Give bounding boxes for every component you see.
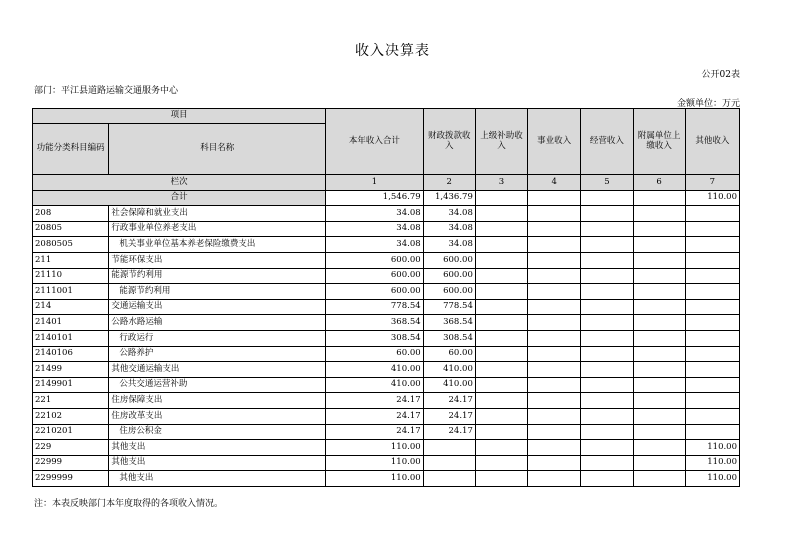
operate-amount-cell (581, 424, 633, 440)
subject-name-cell: 住房改革支出 (109, 408, 326, 424)
header-operate: 经营收入 (581, 109, 633, 175)
business-amount-cell (528, 330, 581, 346)
operate-amount-cell (581, 408, 633, 424)
subsidiary-amount-cell (633, 424, 685, 440)
subject-name-cell: 住房公积金 (109, 424, 326, 440)
operate-amount-cell (581, 455, 633, 471)
table-row (33, 424, 740, 440)
total-amount-cell: 34.08 (326, 237, 423, 253)
subject-code-cell: 2149901 (33, 377, 109, 393)
total-amount-cell: 410.00 (326, 362, 423, 378)
header-fiscal: 财政拨款收入 (423, 109, 475, 175)
operate-amount-cell (581, 377, 633, 393)
total-amount-cell: 600.00 (326, 284, 423, 300)
other-amount-cell (685, 206, 739, 222)
other-amount-cell (685, 252, 739, 268)
business-amount-cell (528, 206, 581, 222)
business-amount-cell (528, 237, 581, 253)
operate-amount-cell (581, 284, 633, 300)
header-other: 其他收入 (685, 109, 739, 175)
upper-amount-cell (475, 455, 527, 471)
other-amount-cell (685, 284, 739, 300)
total-amount-cell: 34.08 (326, 221, 423, 237)
table-row (33, 346, 740, 362)
other-amount-cell: 110.00 (685, 471, 739, 487)
subsidiary-amount-cell (633, 284, 685, 300)
column-number: 7 (685, 175, 739, 191)
subject-name-cell: 住房保障支出 (109, 393, 326, 409)
subject-code-cell: 21401 (33, 315, 109, 331)
subject-name-cell: 公路养护 (109, 346, 326, 362)
other-amount-cell (685, 346, 739, 362)
department-label: 部门：平江县道路运输交通服务中心 (34, 86, 179, 96)
total-amount-cell: 60.00 (326, 346, 423, 362)
business-amount-cell (528, 252, 581, 268)
subject-name-cell: 公路水路运输 (109, 315, 326, 331)
business-amount-cell (528, 346, 581, 362)
business-amount-cell (528, 393, 581, 409)
header-func-code: 功能分类科目编码 (33, 124, 109, 175)
upper-amount-cell (475, 471, 527, 487)
fiscal-amount-cell (423, 471, 475, 487)
operate-amount-cell (581, 346, 633, 362)
column-number: 3 (475, 175, 527, 191)
total-amount-cell: 110.00 (326, 455, 423, 471)
amount-unit: 金额单位：万元 (676, 99, 740, 109)
upper-amount-cell (475, 221, 527, 237)
other-amount-cell (685, 393, 739, 409)
operate-amount-cell (581, 362, 633, 378)
table-row (33, 408, 740, 424)
upper-amount-cell (475, 315, 527, 331)
subject-name-cell: 机关事业单位基本养老保险缴费支出 (109, 237, 326, 253)
column-number: 4 (528, 175, 581, 191)
fiscal-amount-cell: 410.00 (423, 362, 475, 378)
subject-code-cell: 229 (33, 440, 109, 456)
fiscal-amount-cell: 410.00 (423, 377, 475, 393)
subject-code-cell: 221 (33, 393, 109, 409)
subsidiary-amount-cell (633, 299, 685, 315)
column-number-label: 栏次 (33, 175, 326, 191)
other-amount-cell (685, 362, 739, 378)
upper-amount-cell (475, 440, 527, 456)
fiscal-amount-cell (423, 440, 475, 456)
subject-name-cell: 其他支出 (109, 455, 326, 471)
total-cell: 110.00 (685, 190, 739, 206)
table-row (33, 206, 740, 222)
total-cell: 1,436.79 (423, 190, 475, 206)
fiscal-amount-cell: 308.54 (423, 330, 475, 346)
subsidiary-amount-cell (633, 440, 685, 456)
header-total: 本年收入合计 (326, 109, 423, 175)
upper-amount-cell (475, 284, 527, 300)
operate-amount-cell (581, 221, 633, 237)
subject-code-cell: 208 (33, 206, 109, 222)
upper-amount-cell (475, 362, 527, 378)
other-amount-cell (685, 330, 739, 346)
header-upper: 上级补助收入 (475, 109, 527, 175)
operate-amount-cell (581, 471, 633, 487)
total-cell (475, 190, 527, 206)
business-amount-cell (528, 424, 581, 440)
business-amount-cell (528, 408, 581, 424)
business-amount-cell (528, 362, 581, 378)
total-amount-cell: 368.54 (326, 315, 423, 331)
table-row (33, 362, 740, 378)
footnote: 注：本表反映部门本年度取得的各项收入情况。 (34, 499, 224, 509)
subject-code-cell: 2111001 (33, 284, 109, 300)
fiscal-amount-cell: 34.08 (423, 206, 475, 222)
operate-amount-cell (581, 252, 633, 268)
header-subject-name: 科目名称 (109, 124, 326, 175)
subject-code-cell: 2140101 (33, 330, 109, 346)
total-amount-cell: 600.00 (326, 252, 423, 268)
subsidiary-amount-cell (633, 237, 685, 253)
subject-code-cell: 21110 (33, 268, 109, 284)
subsidiary-amount-cell (633, 455, 685, 471)
operate-amount-cell (581, 237, 633, 253)
subject-name-cell: 能源节约利用 (109, 284, 326, 300)
other-amount-cell (685, 424, 739, 440)
table-row (33, 221, 740, 237)
subject-code-cell: 2299999 (33, 471, 109, 487)
subject-name-cell: 其他支出 (109, 440, 326, 456)
other-amount-cell (685, 221, 739, 237)
upper-amount-cell (475, 393, 527, 409)
business-amount-cell (528, 221, 581, 237)
subject-name-cell: 行政运行 (109, 330, 326, 346)
subject-name-cell: 社会保障和就业支出 (109, 206, 326, 222)
subject-name-cell: 其他支出 (109, 471, 326, 487)
business-amount-cell (528, 377, 581, 393)
other-amount-cell (685, 315, 739, 331)
business-amount-cell (528, 284, 581, 300)
total-amount-cell: 410.00 (326, 377, 423, 393)
total-amount-cell: 778.54 (326, 299, 423, 315)
subject-code-cell: 2080505 (33, 237, 109, 253)
total-amount-cell: 24.17 (326, 424, 423, 440)
total-cell (581, 190, 633, 206)
income-table (32, 108, 740, 487)
subsidiary-amount-cell (633, 408, 685, 424)
other-amount-cell (685, 237, 739, 253)
column-number: 5 (581, 175, 633, 191)
fiscal-amount-cell: 34.08 (423, 237, 475, 253)
report-title: 收入决算表 (355, 43, 430, 59)
business-amount-cell (528, 455, 581, 471)
fiscal-amount-cell: 60.00 (423, 346, 475, 362)
subject-code-cell: 21499 (33, 362, 109, 378)
subject-code-cell: 2140106 (33, 346, 109, 362)
operate-amount-cell (581, 315, 633, 331)
business-amount-cell (528, 315, 581, 331)
total-amount-cell: 600.00 (326, 268, 423, 284)
other-amount-cell: 110.00 (685, 455, 739, 471)
table-row (33, 299, 740, 315)
fiscal-amount-cell: 368.54 (423, 315, 475, 331)
total-label: 合计 (33, 190, 326, 206)
upper-amount-cell (475, 408, 527, 424)
upper-amount-cell (475, 268, 527, 284)
business-amount-cell (528, 299, 581, 315)
subject-code-cell: 22102 (33, 408, 109, 424)
table-row (33, 440, 740, 456)
table-row (33, 393, 740, 409)
other-amount-cell (685, 408, 739, 424)
upper-amount-cell (475, 252, 527, 268)
total-cell (528, 190, 581, 206)
fiscal-amount-cell: 600.00 (423, 252, 475, 268)
total-row (33, 190, 740, 206)
operate-amount-cell (581, 330, 633, 346)
subsidiary-amount-cell (633, 252, 685, 268)
fiscal-amount-cell: 778.54 (423, 299, 475, 315)
upper-amount-cell (475, 424, 527, 440)
header-subsidiary: 附属单位上缴收入 (633, 109, 685, 175)
upper-amount-cell (475, 377, 527, 393)
fiscal-amount-cell: 24.17 (423, 424, 475, 440)
table-row (33, 471, 740, 487)
table-row (33, 252, 740, 268)
fiscal-amount-cell: 24.17 (423, 408, 475, 424)
other-amount-cell (685, 268, 739, 284)
total-amount-cell: 24.17 (326, 408, 423, 424)
fiscal-amount-cell: 34.08 (423, 221, 475, 237)
business-amount-cell (528, 471, 581, 487)
total-cell: 1,546.79 (326, 190, 423, 206)
subject-name-cell: 交通运输支出 (109, 299, 326, 315)
subject-name-cell: 能源节约利用 (109, 268, 326, 284)
table-row (33, 330, 740, 346)
subject-name-cell: 公共交通运营补助 (109, 377, 326, 393)
total-amount-cell: 110.00 (326, 471, 423, 487)
upper-amount-cell (475, 299, 527, 315)
table-row (33, 268, 740, 284)
fiscal-amount-cell: 600.00 (423, 284, 475, 300)
other-amount-cell (685, 377, 739, 393)
upper-amount-cell (475, 206, 527, 222)
fiscal-amount-cell: 600.00 (423, 268, 475, 284)
table-row (33, 237, 740, 253)
total-amount-cell: 110.00 (326, 440, 423, 456)
subject-name-cell: 其他交通运输支出 (109, 362, 326, 378)
other-amount-cell: 110.00 (685, 440, 739, 456)
fiscal-amount-cell (423, 455, 475, 471)
upper-amount-cell (475, 346, 527, 362)
subsidiary-amount-cell (633, 393, 685, 409)
subsidiary-amount-cell (633, 206, 685, 222)
subsidiary-amount-cell (633, 377, 685, 393)
operate-amount-cell (581, 268, 633, 284)
column-number: 6 (633, 175, 685, 191)
subject-code-cell: 22999 (33, 455, 109, 471)
header-item: 项目 (33, 109, 326, 124)
table-row (33, 315, 740, 331)
header-business: 事业收入 (528, 109, 581, 175)
table-row (33, 284, 740, 300)
total-cell (633, 190, 685, 206)
business-amount-cell (528, 268, 581, 284)
subsidiary-amount-cell (633, 346, 685, 362)
subsidiary-amount-cell (633, 268, 685, 284)
subsidiary-amount-cell (633, 315, 685, 331)
upper-amount-cell (475, 330, 527, 346)
subject-code-cell: 214 (33, 299, 109, 315)
upper-amount-cell (475, 237, 527, 253)
business-amount-cell (528, 440, 581, 456)
total-amount-cell: 24.17 (326, 393, 423, 409)
column-number: 2 (423, 175, 475, 191)
subsidiary-amount-cell (633, 471, 685, 487)
subsidiary-amount-cell (633, 330, 685, 346)
operate-amount-cell (581, 393, 633, 409)
column-number-row (33, 175, 740, 191)
subsidiary-amount-cell (633, 362, 685, 378)
operate-amount-cell (581, 440, 633, 456)
subject-code-cell: 211 (33, 252, 109, 268)
subject-name-cell: 行政事业单位养老支出 (109, 221, 326, 237)
other-amount-cell (685, 299, 739, 315)
total-amount-cell: 34.08 (326, 206, 423, 222)
subsidiary-amount-cell (633, 221, 685, 237)
column-number: 1 (326, 175, 423, 191)
total-amount-cell: 308.54 (326, 330, 423, 346)
subject-code-cell: 2210201 (33, 424, 109, 440)
fiscal-amount-cell: 24.17 (423, 393, 475, 409)
operate-amount-cell (581, 299, 633, 315)
operate-amount-cell (581, 206, 633, 222)
table-row (33, 455, 740, 471)
table-row (33, 377, 740, 393)
subject-code-cell: 20805 (33, 221, 109, 237)
form-number: 公开02表 (701, 70, 740, 80)
subject-name-cell: 节能环保支出 (109, 252, 326, 268)
